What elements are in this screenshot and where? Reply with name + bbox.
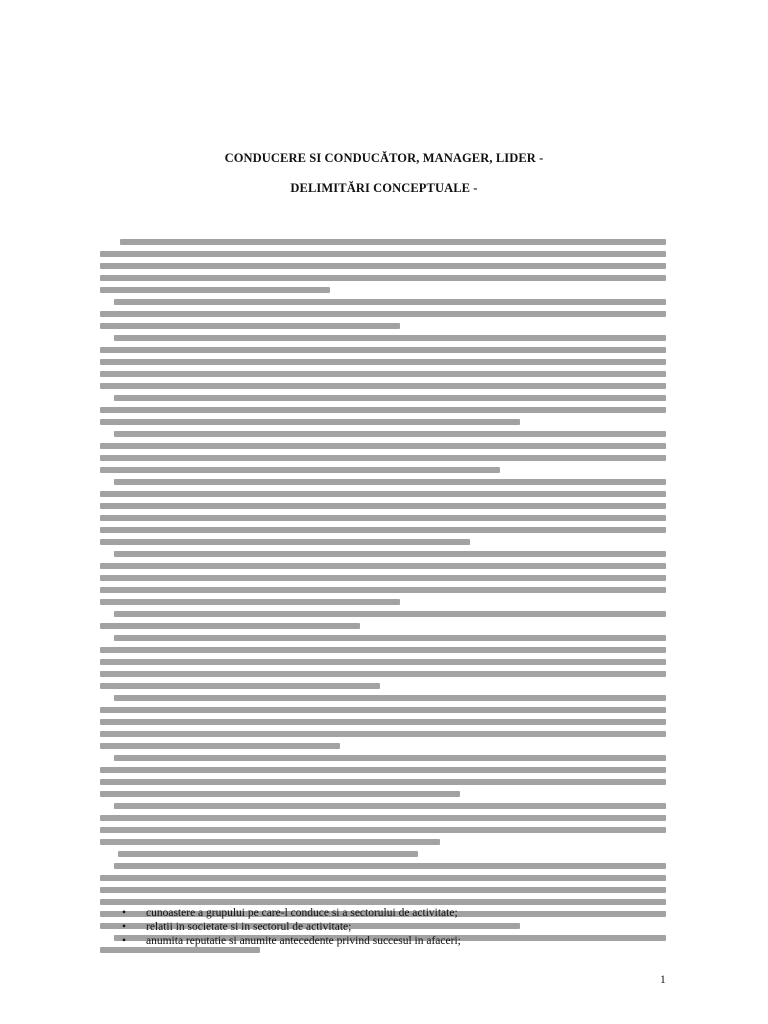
text-line-placeholder (100, 875, 666, 881)
text-line-placeholder (100, 743, 340, 749)
text-line (100, 547, 666, 559)
page-number: 1 (660, 974, 666, 986)
text-line-placeholder (114, 335, 666, 341)
text-line (100, 583, 666, 595)
text-line-placeholder (100, 779, 666, 785)
text-line (100, 259, 666, 271)
text-line-placeholder (100, 275, 666, 281)
text-line-placeholder (100, 623, 360, 629)
text-line-placeholder (100, 527, 666, 533)
text-line (100, 823, 666, 835)
text-line (100, 715, 666, 727)
paragraph (100, 847, 666, 859)
bullet-list (118, 906, 638, 948)
text-line-placeholder (100, 671, 666, 677)
text-line (100, 403, 666, 415)
text-line-placeholder (100, 515, 666, 521)
text-line (100, 703, 666, 715)
text-line-placeholder (114, 551, 666, 557)
text-line-placeholder (114, 479, 666, 485)
list-item (118, 920, 638, 934)
paragraph (100, 331, 666, 391)
text-line-placeholder (114, 635, 666, 641)
text-line (100, 331, 666, 343)
text-line (100, 679, 666, 691)
body-text (100, 235, 666, 955)
text-line-placeholder (100, 383, 666, 389)
list-item (118, 906, 638, 920)
text-line (100, 559, 666, 571)
text-line-placeholder (100, 659, 666, 665)
text-line (100, 451, 666, 463)
paragraph (100, 295, 666, 331)
text-line (100, 727, 666, 739)
text-line (100, 751, 666, 763)
bullet-icon: • (122, 935, 127, 947)
text-line-placeholder (100, 827, 666, 833)
text-line-placeholder (100, 887, 666, 893)
text-line (100, 763, 666, 775)
text-line (100, 643, 666, 655)
list-item (118, 934, 638, 948)
text-line (100, 535, 666, 547)
text-line-placeholder (114, 395, 666, 401)
text-line (100, 607, 666, 619)
text-line-placeholder (114, 755, 666, 761)
text-line (100, 319, 666, 331)
text-line (100, 739, 666, 751)
text-line (100, 859, 666, 871)
text-line-placeholder (114, 863, 666, 869)
text-line-placeholder (100, 359, 666, 365)
text-line-placeholder (114, 803, 666, 809)
text-line-placeholder (114, 611, 666, 617)
text-line (100, 667, 666, 679)
text-line-placeholder (100, 503, 666, 509)
text-line (100, 355, 666, 367)
text-line (100, 247, 666, 259)
text-line (100, 619, 666, 631)
text-line-placeholder (100, 443, 666, 449)
bullet-icon: • (122, 921, 127, 933)
text-line-placeholder (100, 839, 440, 845)
text-line (100, 883, 666, 895)
text-line-placeholder (100, 491, 666, 497)
text-line (100, 307, 666, 319)
text-line (100, 439, 666, 451)
text-line (100, 367, 666, 379)
text-line (100, 499, 666, 511)
text-line (100, 343, 666, 355)
document-subtitle: DELIMITĂRI CONCEPTUALE - (290, 181, 478, 195)
paragraph (100, 751, 666, 799)
paragraph (100, 547, 666, 607)
text-line-placeholder (100, 563, 666, 569)
text-line-placeholder (100, 683, 380, 689)
text-line-placeholder (100, 731, 666, 737)
list-item-text: relatii in societate si in sectorul de activitate; (146, 921, 352, 933)
text-line (100, 799, 666, 811)
text-line (100, 691, 666, 703)
text-line-placeholder (100, 587, 666, 593)
text-line (100, 655, 666, 667)
text-line-placeholder (100, 899, 666, 905)
paragraph (100, 631, 666, 691)
paragraph (100, 391, 666, 427)
text-line-placeholder (100, 791, 460, 797)
paragraph (100, 799, 666, 847)
text-line (100, 631, 666, 643)
text-line-placeholder (100, 371, 666, 377)
text-line (100, 835, 666, 847)
text-line-placeholder (100, 767, 666, 773)
text-line-placeholder (100, 419, 520, 425)
text-line (100, 847, 666, 859)
text-line (100, 787, 666, 799)
paragraph (100, 475, 666, 547)
paragraph (100, 427, 666, 475)
text-line-placeholder (100, 251, 666, 257)
text-line (100, 523, 666, 535)
text-line (100, 283, 666, 295)
text-line-placeholder (114, 695, 666, 701)
text-line-placeholder (100, 707, 666, 713)
document-title: CONDUCERE SI CONDUCĂTOR, MANAGER, LIDER - (224, 151, 544, 165)
text-line-placeholder (100, 719, 666, 725)
text-line (100, 811, 666, 823)
paragraph (100, 235, 666, 295)
text-line-placeholder (100, 263, 666, 269)
text-line (100, 271, 666, 283)
text-line-placeholder (100, 455, 666, 461)
text-line (100, 595, 666, 607)
text-line (100, 415, 666, 427)
text-line (100, 427, 666, 439)
text-line (100, 475, 666, 487)
text-line (100, 391, 666, 403)
list-item-text: cunoastere a grupului pe care-l conduce si a sectorului de activitate; (146, 907, 458, 919)
text-line (100, 487, 666, 499)
text-line (100, 511, 666, 523)
text-line-placeholder (100, 347, 666, 353)
bullet-icon: • (122, 907, 127, 919)
text-line-placeholder (100, 575, 666, 581)
text-line-placeholder (100, 287, 330, 293)
text-line-placeholder (100, 539, 470, 545)
text-line (100, 571, 666, 583)
text-line-placeholder (100, 311, 666, 317)
text-line (100, 871, 666, 883)
text-line-placeholder (114, 299, 666, 305)
list-item-text: anumita reputatie si anumite antecedente privind succesul in afaceri; (146, 935, 461, 947)
text-line (100, 379, 666, 391)
text-line-placeholder (100, 323, 400, 329)
paragraph (100, 691, 666, 751)
text-line-placeholder (100, 815, 666, 821)
text-line-placeholder (100, 407, 666, 413)
text-line-placeholder (100, 467, 500, 473)
text-line (100, 295, 666, 307)
text-line-placeholder (120, 239, 666, 245)
text-line-placeholder (118, 851, 418, 857)
text-line (100, 463, 666, 475)
text-line-placeholder (114, 431, 666, 437)
text-line (100, 235, 666, 247)
text-line (100, 775, 666, 787)
text-line-placeholder (100, 647, 666, 653)
paragraph (100, 607, 666, 631)
text-line-placeholder (100, 599, 400, 605)
